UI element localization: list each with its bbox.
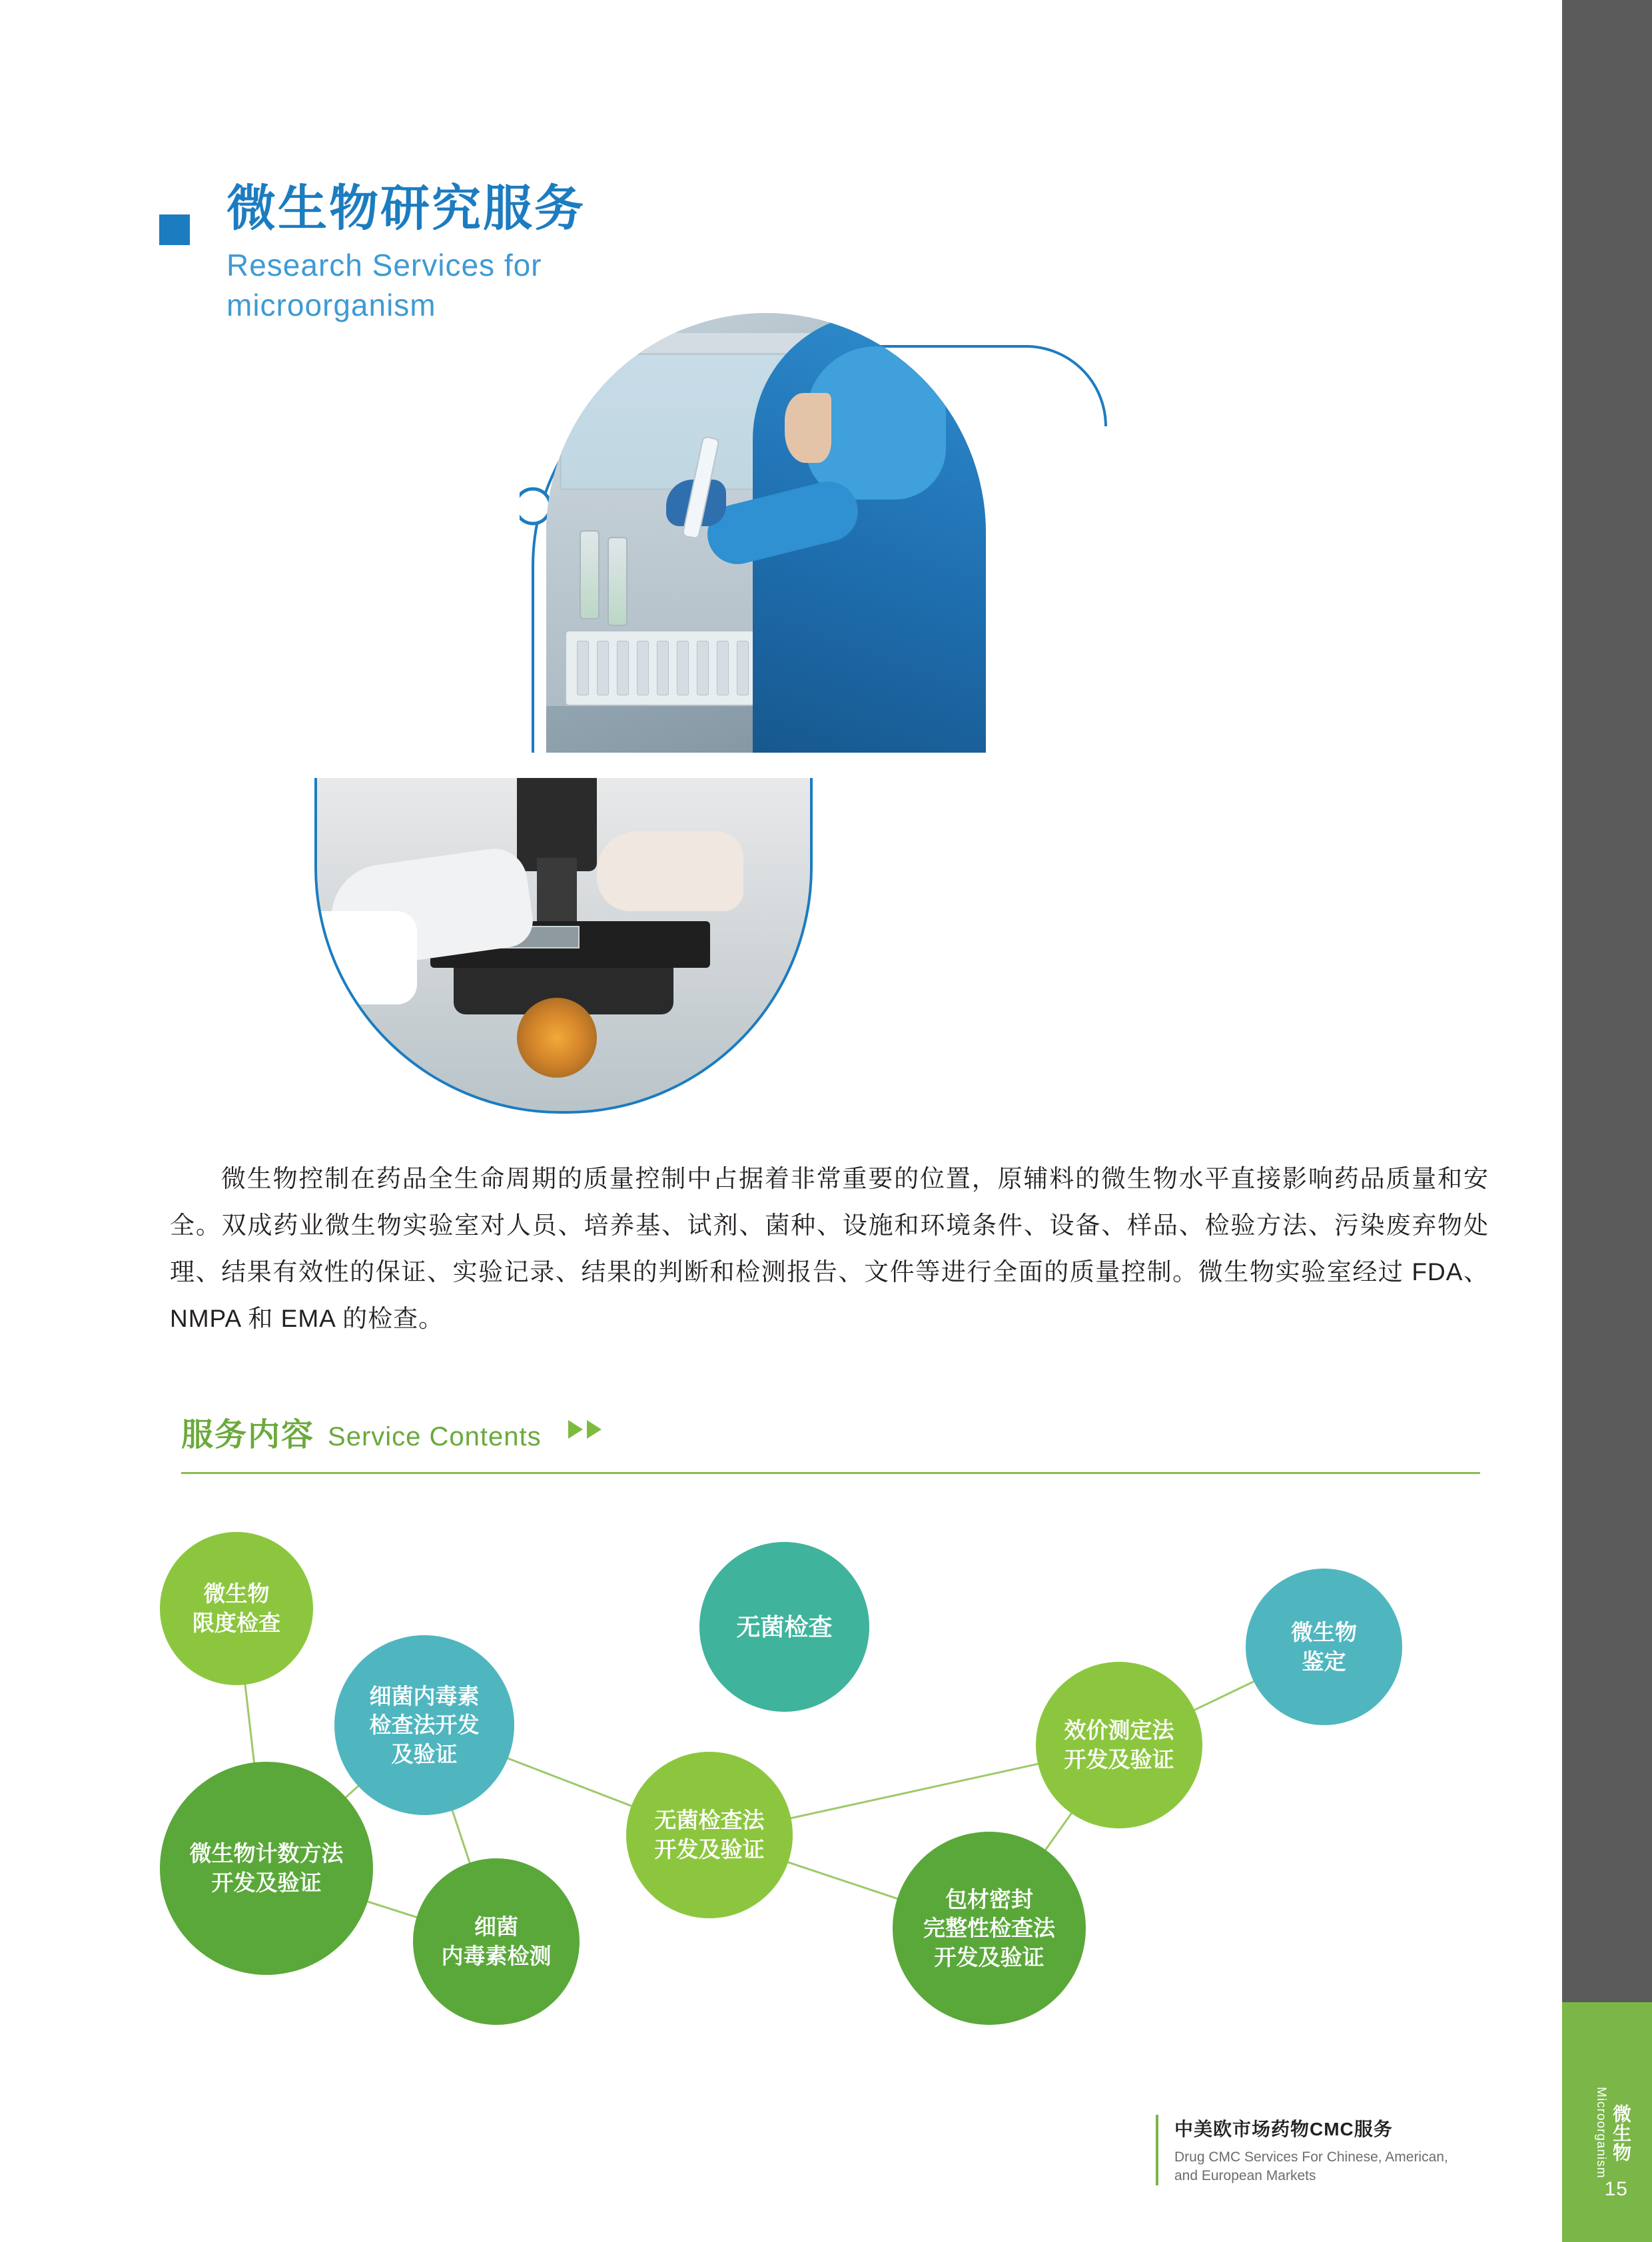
service-bubble-label: 无菌检查 — [736, 1613, 833, 1641]
microscope-photo — [314, 778, 813, 1114]
service-bubble-label: 无菌检查法 开发及验证 — [654, 1808, 765, 1862]
title-bullet-square — [159, 214, 190, 245]
double-arrow-icon — [568, 1420, 602, 1439]
service-bubble[interactable] — [334, 1635, 514, 1815]
side-label-en: Microorganism — [1594, 2087, 1608, 2179]
service-bubble-label: 微生物计数方法 开发及验证 — [189, 1841, 344, 1895]
intro-paragraph — [170, 1156, 1489, 1342]
side-section-label — [1585, 2087, 1632, 2179]
service-bubble[interactable] — [699, 1542, 869, 1712]
right-side-bar — [1562, 0, 1652, 2242]
section-divider — [181, 1472, 1480, 1474]
footer-en-line1: Drug CMC Services For Chinese, American, — [1174, 2149, 1448, 2165]
intro-paragraph-text: 微生物控制在药品全生命周期的质量控制中占据着非常重要的位置，原辅料的微生物水平直接影响药品质量和安全。双成药业微生物实验室对人员、培养基、试剂、菌种、设施和环境条件、设备、样品、检验方法、污染废弃物处理、结果有效性的保证、实验记录、结果的判断和检测报告、文件等进行全面的质量控制。微生物实验室经过 FDA、NMPA 和 EMA 的检查。 — [170, 1165, 1489, 1332]
service-bubble-label: 包材密封 完整性检查法 开发及验证 — [923, 1886, 1055, 1970]
service-contents-title-cn: 服务内容 — [181, 1417, 315, 1453]
side-label-cn: 微生物 — [1611, 2103, 1631, 2162]
page-number: 15 — [1604, 2178, 1628, 2200]
footer-block — [1156, 2115, 1448, 2185]
page-title: 微生物研究服务 — [226, 181, 586, 236]
footer-title-en — [1174, 2148, 1448, 2185]
page-subtitle: Research Services for microorganism — [226, 248, 542, 322]
service-contents-title-en: Service Contents — [328, 1422, 542, 1451]
footer-en-line2: and European Markets — [1174, 2168, 1316, 2183]
service-bubble-label: 微生物 鉴定 — [1291, 1619, 1357, 1674]
service-bubble-label: 细菌内毒素 检查法开发 及验证 — [369, 1683, 480, 1766]
lab-technician-photo — [546, 313, 986, 753]
service-contents-heading — [181, 1409, 602, 1455]
footer-title-cn: 中美欧市场药物CMC服务 — [1174, 2119, 1393, 2139]
service-bubble-label: 效价测定法 开发及验证 — [1064, 1718, 1174, 1772]
service-bubble[interactable] — [160, 1532, 313, 1685]
service-bubble-diagram — [160, 1532, 1492, 2065]
service-bubble[interactable] — [160, 1762, 373, 1975]
service-bubble[interactable] — [626, 1752, 793, 1918]
service-bubble[interactable] — [893, 1832, 1086, 2025]
service-bubble-label: 微生物 限度检查 — [193, 1581, 280, 1635]
service-bubble-label: 细菌 内毒素检测 — [441, 1914, 552, 1968]
service-bubble[interactable] — [413, 1858, 580, 2025]
service-bubble[interactable] — [1036, 1662, 1202, 1828]
service-bubble[interactable] — [1246, 1569, 1402, 1725]
